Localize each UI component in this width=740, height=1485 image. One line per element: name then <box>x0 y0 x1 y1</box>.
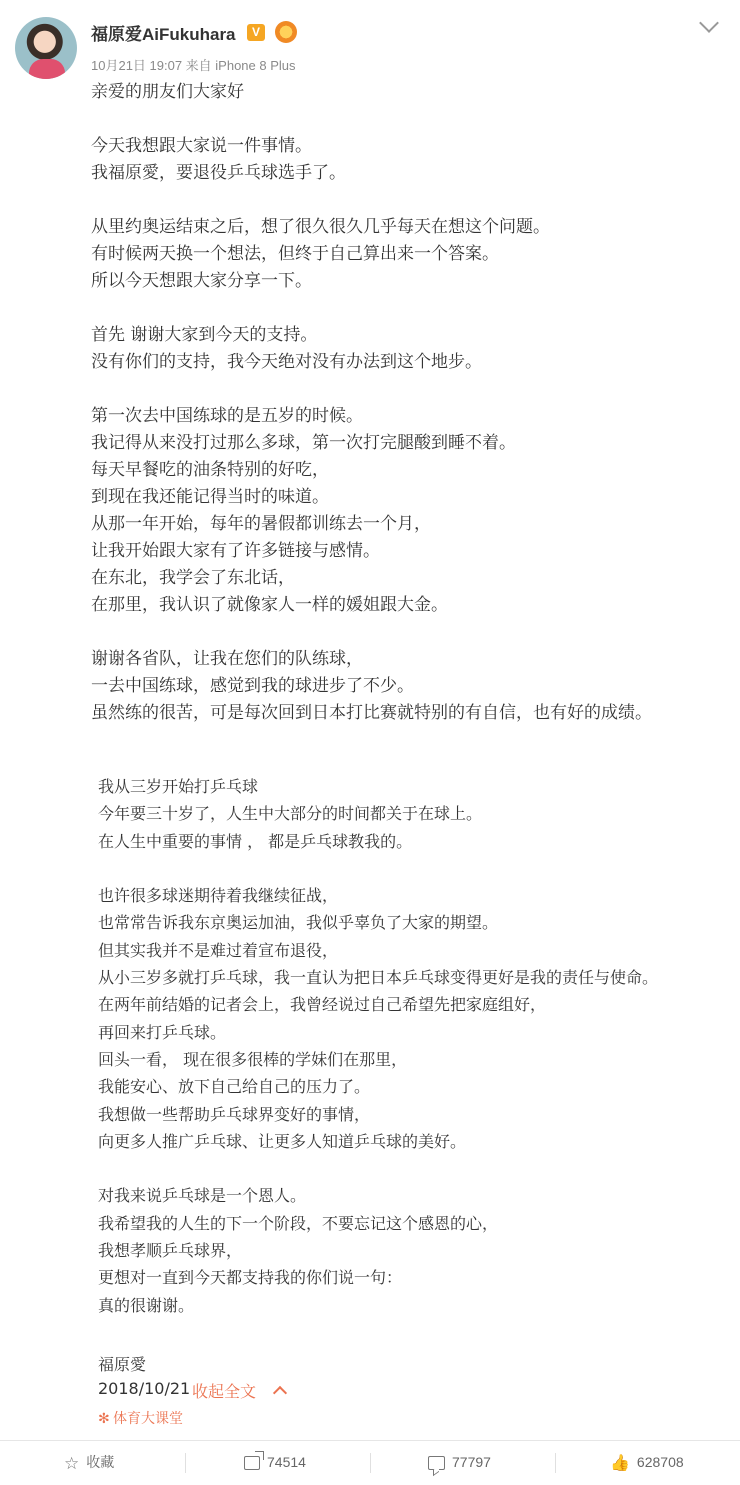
text-line <box>98 855 718 882</box>
text-line: 每天早餐吃的油条特别的好吃， <box>91 460 329 480</box>
text-line: 我想做一些帮助乒乓球界变好的事情， <box>98 1104 371 1124</box>
source-tag[interactable] <box>98 1408 183 1428</box>
forward-icon <box>244 1456 260 1470</box>
text-line <box>91 619 721 646</box>
text-line: 我能安心、放下自己给自己的压力了。 <box>98 1077 371 1097</box>
text-line: 亲爱的朋友们大家好 <box>91 82 244 102</box>
comment-count: 77797 <box>452 1454 491 1470</box>
author-name[interactable]: 福原爱AiFukuhara <box>91 25 236 44</box>
text-line: 但其实我并不是难过着宣布退役， <box>98 940 339 960</box>
text-line <box>91 295 721 322</box>
text-line: 我记得从来没打过那么多球，第一次打完腿酸到睡不着。 <box>91 433 516 453</box>
text-line: 所以今天想跟大家分享一下。 <box>91 271 312 291</box>
text-line: 让我开始跟大家有了许多链接与感情。 <box>91 541 380 561</box>
comment-button[interactable] <box>428 1441 491 1484</box>
text-line: 也常常告诉我东京奥运加油，我似乎辜负了大家的期望。 <box>98 913 499 933</box>
post-header <box>0 0 740 82</box>
text-line: 今天我想跟大家说一件事情。 <box>91 136 312 156</box>
flower-icon: ✻ <box>98 1411 110 1427</box>
text-line: 今年要三十岁了，人生中大部分的时间都关于在球上。 <box>98 804 483 824</box>
text-line: 从里约奥运结束之后，想了很久很久几乎每天在想这个问题。 <box>91 217 550 237</box>
text-line <box>91 187 721 214</box>
text-line: 更想对一直到今天都支持我的你们说一句： <box>98 1268 403 1288</box>
text-line: 在那里，我认识了就像家人一样的媛姐跟大金。 <box>91 595 448 615</box>
text-line: 首先 谢谢大家到今天的支持。 <box>91 325 318 345</box>
text-line: 我希望我的人生的下一个阶段，不要忘记这个感恩的心， <box>98 1213 499 1233</box>
text-line <box>91 376 721 403</box>
forward-count: 74514 <box>267 1454 306 1470</box>
text-line: 从小三岁多就打乒乓球，我一直认为把日本乒乓球变得更好是我的责任与使命。 <box>98 968 659 988</box>
favorite-label: 收藏 <box>86 1454 115 1470</box>
text-line: 在人生中重要的事情 ， 都是乒乓球教我的。 <box>98 831 413 851</box>
medal-icon <box>275 21 297 43</box>
text-line: 我福原愛，要退役乒乓球选手了。 <box>91 163 346 183</box>
text-line: 虽然练的很苦，可是每次回到日本打比赛就特别的有自信，也有好的成绩。 <box>91 703 652 723</box>
text-line: 对我来说乒乓球是一个恩人。 <box>98 1186 307 1206</box>
divider <box>555 1453 556 1473</box>
text-line: 没有你们的支持，我今天绝对没有办法到这个地步。 <box>91 352 482 372</box>
text-line: 我从三岁开始打乒乓球 <box>98 777 259 796</box>
favorite-button[interactable] <box>64 1441 114 1484</box>
text-line: 真的很谢谢。 <box>98 1295 195 1315</box>
text-line: 我想孝顺乒乓球界， <box>98 1241 243 1261</box>
text-line <box>91 106 721 133</box>
text-line: 回头一看， 现在很多很棒的学妹们在那里， <box>98 1049 408 1069</box>
star-icon: ☆ <box>64 1453 80 1473</box>
like-button[interactable] <box>610 1441 684 1484</box>
forward-button[interactable] <box>244 1441 306 1484</box>
post-meta: 10月21日 19:07 来自 iPhone 8 Plus <box>91 58 296 73</box>
verified-badge-icon: V <box>247 24 265 41</box>
avatar-image <box>29 59 65 79</box>
text-line: 在东北，我学会了东北话， <box>91 568 295 588</box>
text-line: 到现在我还能记得当时的味道。 <box>91 487 329 507</box>
chevron-up-icon[interactable] <box>273 1386 287 1400</box>
text-line: 一去中国练球，感觉到我的球进步了不少。 <box>91 676 414 696</box>
post-date: 2018/10/21 <box>98 1379 191 1398</box>
post-body <box>91 79 721 727</box>
collapse-button[interactable]: 收起全文 <box>192 1382 257 1401</box>
divider <box>370 1453 371 1473</box>
chevron-down-icon[interactable] <box>699 13 719 33</box>
text-line: 也许很多球迷期待着我继续征战， <box>98 886 339 906</box>
action-bar <box>0 1440 740 1484</box>
divider <box>185 1453 186 1473</box>
text-line <box>98 1155 718 1182</box>
signature: 福原愛 <box>98 1355 147 1374</box>
like-count: 628708 <box>636 1454 684 1470</box>
post-quote <box>98 773 718 1319</box>
text-line: 有时候两天换一个想法，但终于自己算出来一个答案。 <box>91 244 499 264</box>
text-line: 从那一年开始，每年的暑假都训练去一个月， <box>91 514 431 534</box>
text-line: 向更多人推广乒乓球、让更多人知道乒乓球的美好。 <box>98 1131 467 1151</box>
text-line: 第一次去中国练球的是五岁的时候。 <box>91 406 363 426</box>
thumbs-up-icon: 👍 <box>610 1454 630 1472</box>
text-line: 再回来打乒乓球。 <box>98 1022 227 1042</box>
source-label: 体育大课堂 <box>113 1411 183 1427</box>
comment-icon <box>428 1456 445 1470</box>
text-line: 在两年前结婚的记者会上，我曾经说过自己希望先把家庭组好， <box>98 995 547 1015</box>
avatar[interactable] <box>15 17 77 79</box>
text-line: 谢谢各省队，让我在您们的队练球， <box>91 649 363 669</box>
